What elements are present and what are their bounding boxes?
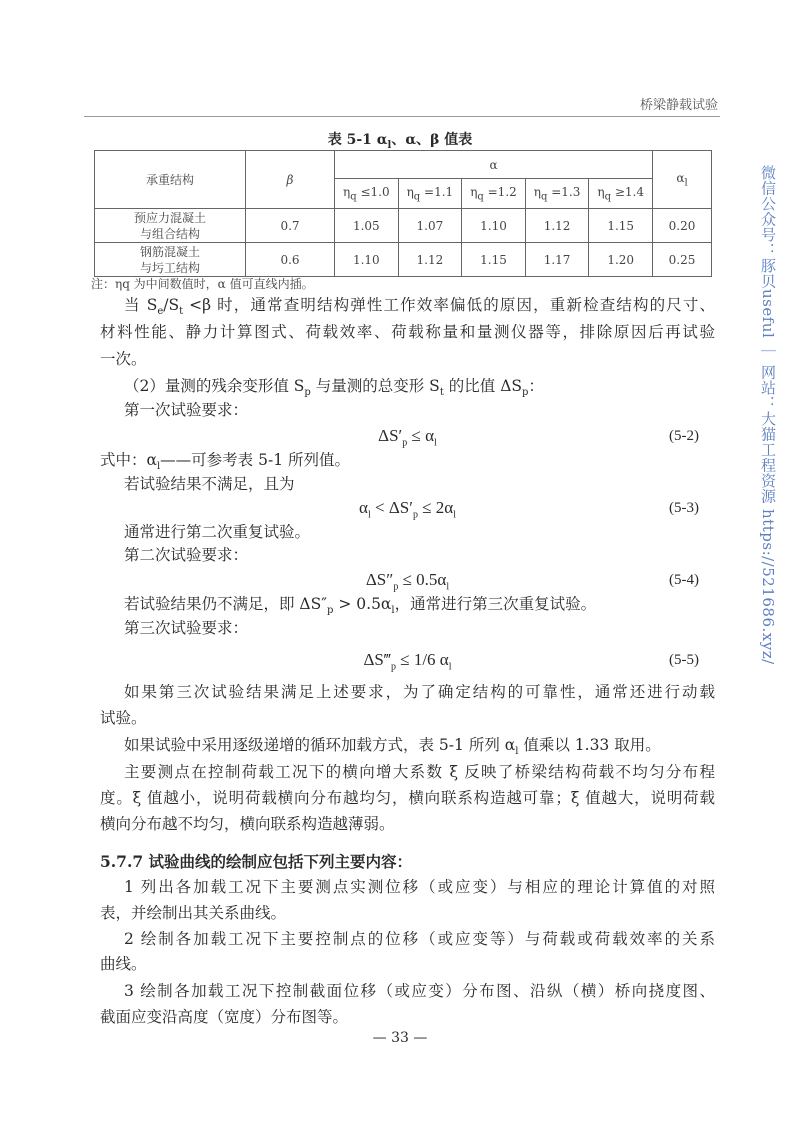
eta-value: =1.2 bbox=[487, 184, 517, 199]
text-segment: 第二次试验要求： bbox=[124, 546, 249, 564]
text-line bbox=[124, 618, 715, 638]
text-line bbox=[100, 788, 715, 808]
text-line bbox=[124, 545, 715, 565]
table-title-sub: l bbox=[387, 139, 392, 151]
text-segment: ——可参考表 5-1 所列值。 bbox=[160, 451, 350, 469]
header-eta-0 bbox=[335, 179, 399, 209]
eta-symbol: η bbox=[533, 184, 541, 199]
eta-symbol: η bbox=[597, 184, 605, 199]
cell-alpha-l: 0.20 bbox=[653, 209, 712, 243]
subscript: l bbox=[453, 509, 456, 521]
text-segment: 横向分布越不均匀，横向联系构造越薄弱。 bbox=[100, 815, 395, 833]
cell-alpha: 1.17 bbox=[525, 243, 589, 277]
text-segment: 曲线。 bbox=[100, 955, 147, 973]
text-line bbox=[124, 295, 715, 322]
eta-value: ≥1.4 bbox=[614, 184, 644, 199]
text-segment: ： bbox=[528, 377, 544, 395]
subscript: p bbox=[390, 661, 396, 673]
text-segment: ≤ α bbox=[407, 426, 435, 445]
section-number: 5.7.7 bbox=[100, 852, 144, 871]
running-header: 桥梁静载试验 bbox=[639, 98, 718, 113]
text-segment: 与量测的总变形 S bbox=[310, 377, 440, 395]
text-segment: 2 绘制各加载工况下主要控制点的位移（或应变等）与荷载或荷载效率的关系 bbox=[124, 930, 715, 948]
cell-alpha: 1.15 bbox=[589, 209, 653, 243]
text-segment: 的比值 ΔS bbox=[443, 377, 523, 395]
alpha-beta-table bbox=[94, 150, 712, 277]
subscript: l bbox=[515, 746, 519, 758]
subscript: p bbox=[304, 387, 311, 399]
text-line bbox=[124, 929, 715, 949]
subscript: p bbox=[522, 387, 529, 399]
text-line bbox=[124, 400, 715, 420]
text-segment: 度。ξ 值越小，说明荷载横向分布越均匀，横向联系构造越可靠；ξ 值越大，说明荷载 bbox=[100, 789, 715, 807]
text-line bbox=[124, 522, 715, 542]
text-line bbox=[100, 322, 715, 342]
table-row bbox=[95, 243, 712, 277]
cell-structure bbox=[95, 209, 246, 243]
text-segment: 式中：α bbox=[100, 451, 157, 469]
text-segment: 如果试验中采用逐级递增的循环加载方式，表 5-1 所列 α bbox=[124, 736, 516, 754]
header-eta-1 bbox=[398, 179, 462, 209]
text-line bbox=[100, 708, 715, 728]
eta-value: =1.1 bbox=[424, 184, 454, 199]
subscript: t bbox=[439, 387, 444, 399]
structure-line2: 与圬工结构 bbox=[139, 260, 200, 275]
text-segment: <β 时，通常查明结构弹性工作效率偏低的原因，重新检查结构的尺寸、 bbox=[183, 296, 715, 314]
eta-symbol: η bbox=[406, 184, 414, 199]
cell-alpha: 1.10 bbox=[462, 209, 526, 243]
text-line bbox=[124, 877, 715, 897]
equation bbox=[100, 650, 715, 677]
table-title-text: 表 5-1 α bbox=[327, 132, 388, 148]
equation-number: (5-5) bbox=[669, 652, 699, 668]
table-row bbox=[95, 209, 712, 243]
header-structure: 承重结构 bbox=[95, 151, 246, 209]
header-alpha-l bbox=[653, 151, 712, 209]
cell-structure bbox=[95, 243, 246, 277]
text-line bbox=[124, 682, 715, 702]
structure-line1: 预应力混凝土 bbox=[133, 210, 206, 225]
eta-symbol: η bbox=[343, 184, 351, 199]
header-eta-2 bbox=[462, 179, 526, 209]
text-segment: 若试验结果仍不满足，即 ΔS″ bbox=[124, 595, 328, 613]
eta-symbol: η bbox=[470, 184, 478, 199]
text-segment: 材料性能、静力计算图式、荷载效率、荷载称量和量测仪器等，排除原因后再试验 bbox=[100, 323, 715, 341]
text-segment: （2）量测的残余变形值 S bbox=[124, 377, 305, 395]
eta-sub: q bbox=[350, 191, 357, 203]
subscript: l bbox=[448, 661, 452, 673]
text-line bbox=[124, 981, 715, 1001]
table-title-rest: 、α、β 值表 bbox=[391, 132, 473, 148]
subscript: e bbox=[157, 306, 164, 318]
text-segment: ≤ 2α bbox=[417, 498, 454, 517]
table-note: 注：ηq 为中间数值时，α 值可直线内插。 bbox=[91, 277, 314, 291]
subscript: p bbox=[412, 509, 418, 521]
cell-alpha-l: 0.25 bbox=[653, 243, 712, 277]
cell-alpha: 1.20 bbox=[589, 243, 653, 277]
header-eta-3 bbox=[525, 179, 589, 209]
text-segment: 1 列出各加载工况下主要测点实测位移（或应变）与相应的理论计算值的对照 bbox=[124, 878, 715, 896]
page-number: — 33 — bbox=[372, 1030, 428, 1046]
subscript: p bbox=[402, 437, 408, 449]
text-line bbox=[100, 852, 715, 872]
text-segment: 第三次试验要求： bbox=[124, 619, 249, 637]
cell-alpha: 1.12 bbox=[525, 209, 589, 243]
text-segment: ≤ bbox=[395, 650, 414, 669]
text-segment: > 0.5α bbox=[333, 595, 392, 613]
subscript: t bbox=[179, 306, 184, 318]
equation-number: (5-4) bbox=[669, 572, 699, 588]
text-segment: 表，并绘制出其关系曲线。 bbox=[100, 904, 287, 922]
text-segment: 3 绘制各加载工况下控制截面位移（或应变）分布图、沿纵（横）桥向挠度图、 bbox=[124, 982, 715, 1000]
text-segment: α bbox=[359, 498, 368, 517]
subscript: l bbox=[391, 605, 395, 617]
alpha-l-text: α bbox=[676, 170, 685, 185]
table-title bbox=[0, 129, 800, 151]
cell-alpha: 1.15 bbox=[462, 243, 526, 277]
text-segment: 第一次试验要求： bbox=[124, 401, 249, 419]
cell-alpha: 1.07 bbox=[398, 209, 462, 243]
header-beta: β bbox=[246, 151, 335, 209]
text-segment: ΔS‴ bbox=[363, 650, 391, 669]
text-segment: < ΔS′ bbox=[370, 498, 413, 517]
header-eta-4 bbox=[589, 179, 653, 209]
text-segment: 值乘以 1.33 取用。 bbox=[518, 736, 661, 754]
text-segment: 截面应变沿高度（宽度）分布图等。 bbox=[100, 1008, 349, 1026]
header-rule bbox=[84, 116, 720, 117]
text-segment: /S bbox=[163, 296, 180, 314]
eta-sub: q bbox=[413, 191, 421, 203]
text-segment: 试验。 bbox=[100, 709, 147, 727]
text-segment: ΔS″ bbox=[365, 570, 394, 589]
text-segment: 如果第三次试验结果满足上述要求，为了确定结构的可靠性，通常还进行动载 bbox=[124, 683, 715, 701]
structure-line2: 与组合结构 bbox=[139, 226, 200, 241]
text-line bbox=[100, 903, 715, 923]
equation-number: (5-3) bbox=[669, 500, 699, 516]
cell-beta: 0.7 bbox=[246, 209, 335, 243]
equation-number: (5-2) bbox=[669, 428, 699, 444]
eta-sub: q bbox=[604, 191, 611, 203]
cell-alpha: 1.10 bbox=[335, 243, 399, 277]
text-line bbox=[124, 735, 715, 762]
text-segment: 通常进行第二次重复试验。 bbox=[124, 523, 311, 541]
eta-sub: q bbox=[540, 191, 548, 203]
text-segment: ，通常进行第三次重复试验。 bbox=[394, 595, 597, 613]
watermark: 微信公众号：豚贝useful ｜ 网站：大猫工程资源 https://521686.xyz/ bbox=[759, 165, 777, 665]
text-line bbox=[124, 762, 715, 782]
text-segment: 试验曲线的绘制应包括下列主要内容： bbox=[143, 852, 413, 871]
text-segment: 当 S bbox=[124, 296, 158, 314]
text-line bbox=[124, 474, 715, 494]
text-line bbox=[100, 814, 715, 834]
subscript: p bbox=[393, 581, 399, 593]
subscript: l bbox=[367, 509, 371, 521]
text-line bbox=[100, 954, 715, 974]
text-segment: ≤ 0.5α bbox=[398, 570, 447, 589]
text-segment: 1/6 bbox=[413, 650, 436, 669]
subscript: l bbox=[156, 461, 161, 473]
subscript: l bbox=[434, 437, 437, 449]
subscript: l bbox=[446, 581, 450, 593]
header-alpha: α bbox=[335, 151, 653, 179]
text-line bbox=[100, 349, 715, 369]
text-segment: ΔS′ bbox=[378, 426, 403, 445]
cell-alpha: 1.05 bbox=[335, 209, 399, 243]
text-segment: 若试验结果不满足，且为 bbox=[124, 475, 295, 493]
eta-value: =1.3 bbox=[551, 184, 581, 199]
eta-sub: q bbox=[477, 191, 484, 203]
structure-line1: 钢筋混凝土 bbox=[139, 244, 200, 259]
eta-value: ≤1.0 bbox=[360, 184, 390, 199]
subscript: p bbox=[327, 605, 334, 617]
alpha-l-sub: l bbox=[684, 177, 688, 189]
cell-beta: 0.6 bbox=[246, 243, 335, 277]
text-segment: 主要测点在控制荷载工况下的横向增大系数 ξ 反映了桥梁结构荷载不均匀分布程 bbox=[124, 763, 715, 781]
text-segment: α bbox=[435, 650, 449, 669]
cell-alpha: 1.12 bbox=[398, 243, 462, 277]
text-line bbox=[100, 1007, 715, 1027]
text-segment: 一次。 bbox=[100, 350, 147, 368]
